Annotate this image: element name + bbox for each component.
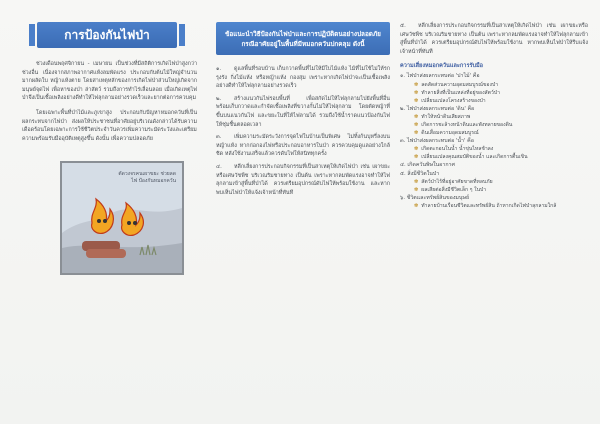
advice-item-5 <box>400 22 588 56</box>
impact-item: ๓. ไฟป่าส่งผลกระทบต่อ 'น้ำ' คือ <box>400 137 474 144</box>
advice-item-text: หลีกเลี่ยงการประกอบกิจกรรมที่เป็นสาเหตุให้เกิดไฟป่า เช่น เผาขยะหรือเศษวัชพืช บริเวณริมชายทาง เป็นต้น เพราะหากลมพัดแรงอาจทำให้ไฟลุกลามเข้าสู่พื้นที่ป่าได้ ควรเตรียมอุปกรณ์ดับไฟให้พร้อมใช้งาน และหากพบเห็นไฟป่าให้แจ้งเจ้าหน้าที่ทันที <box>216 163 390 196</box>
advice-item-number: ๔. <box>216 163 222 170</box>
bullet-icon: ✽ <box>414 203 419 210</box>
impact-item: ๔. เกิดควันพิษในอากาศ <box>400 162 455 169</box>
impact-subitem <box>414 81 588 89</box>
impact-item: ๒. ไฟป่าส่งผลกระทบต่อ 'ดิน' คือ <box>400 105 475 112</box>
advice-header-box: ข้อแนะนำวิธีป้องกันไฟป่าและการปฏิบัติตนอย่างปลอดภัย กรณีอาศัยอยู่ในพื้นที่มีหมอกควันปกคลุม ดังนี้ <box>216 22 390 55</box>
forest-fire-illustration <box>60 161 184 275</box>
impact-subitem-text: ทำลายสิ่งที่เป็นแหล่งที่อยู่ของสัตว์ป่า <box>421 89 500 96</box>
advice-item-1 <box>216 65 390 91</box>
illustration-caption: ตัดวงจรคนเผาขยะ ช่วยลดไฟ ป้องกันหมอกควัน <box>118 171 176 185</box>
advice-item-2 <box>216 95 390 129</box>
impact-subitem-text: ผลเสียต่อสิ่งมีชีวิตเล็ก ๆ ในป่า <box>421 186 487 193</box>
impact-item: ๖. ชีวิตและทรัพย์สินของมนุษย์ <box>400 194 470 201</box>
impact-subitem <box>414 178 588 186</box>
impact-item: ๕. สิ่งมีชีวิตในป่า <box>400 170 440 177</box>
column-middle <box>216 22 390 201</box>
bullet-icon: ✽ <box>414 121 419 128</box>
impact-subitem-text: เปลี่ยนแปลงคุณสมบัติของน้ำ และเกิดการตื้นเขิน <box>421 154 528 161</box>
impact-subitem-text: เกิดการชะล้างหน้าดินและพังทลายของดิน <box>421 121 513 128</box>
impact-subitem <box>414 202 588 210</box>
advice-item-number: ๒. <box>216 95 222 102</box>
impact-subitem-text: ลดสัดส่วนความอุดมสมบูรณ์ของป่า <box>421 81 499 88</box>
impact-subitem <box>414 113 588 121</box>
impact-subitem-text: เปลี่ยนแปลงโครงสร้างของป่า <box>421 97 486 104</box>
advice-item-3 <box>216 133 390 159</box>
bullet-icon: ✽ <box>414 89 419 96</box>
advice-item-number: ๑. <box>216 66 222 72</box>
impact-subitem <box>414 186 588 194</box>
advice-item-text: ดูแลพื้นที่รอบบ้าน เก็บกวาดพื้นที่ไม่ให้มีใบไม้แห้ง ไม้ที่ไม่ใช้ไม่ให้รกรุงรัง กิ่งไม้แห้ง หรือหญ้าแห้ง กองสุม เพราะหากเกิดไฟป่าจะเป็นเชื้อเพลิงอย่างดีทำให้ไฟลุกลามอย่างรวดเร็ว <box>216 66 390 90</box>
page-title: การป้องกันไฟป่า <box>37 22 177 48</box>
bullet-icon: ✽ <box>414 186 419 193</box>
column-right <box>400 22 588 210</box>
impact-list <box>400 72 588 210</box>
impact-subitem-text: ทำให้หน้าดินเสียสภาพ <box>421 113 471 120</box>
advice-item-text: เพิ่มความระมัดระวังการจุดไฟในบ้านเป็นพิเศษ ไม่ทิ้งก้นบุหรี่ลงบนหญ้าแห้ง หากก่อกองไฟหรือประกอบอาหารในป่า ควรควบคุมดูแลอย่างใกล้ชิด หลังใช้งานเสร็จแล้วควรดับไฟให้สนิททุกครั้ง <box>216 134 390 158</box>
bullet-icon: ✽ <box>414 113 419 120</box>
impact-subitem <box>414 153 588 161</box>
impact-subitem <box>414 89 588 97</box>
impact-subitem <box>414 121 588 129</box>
advice-item-4 <box>216 163 390 197</box>
impact-subitem <box>414 129 588 137</box>
bullet-icon: ✽ <box>414 97 419 104</box>
impact-item: ๑. ไฟป่าส่งผลกระทบต่อ 'ปาไม้' คือ <box>400 73 480 80</box>
bullet-icon: ✽ <box>414 81 419 88</box>
intro-paragraph-2: โดยเฉพาะพื้นที่ป่าไม้และภูเขาสูง ประกอบกับปัญหาหมอกควันที่เป็นผลกระทบจากไฟป่า ส่งผลให้ประชาชนที่อาศัยอยู่บริเวณดังกล่าวได้รับความเดือดร้อนโดยเฉพาะการใช้ชีวิตประจำวันควรเพิ่มความระมัดระวังและเตรียมความพร้อมรับมืออุบัติเหตุสูงขึ้น ดังนั้น เพื่อความปลอดภัย <box>22 109 197 142</box>
impact-subitem <box>414 145 588 153</box>
advice-item-number: ๕. <box>400 23 406 29</box>
bullet-icon: ✽ <box>414 129 419 136</box>
bullet-icon: ✽ <box>414 146 419 153</box>
bullet-icon: ✽ <box>414 178 419 185</box>
impact-subitem-text: ทำลายบ้านเรือนชีวิตและทรัพย์สิน ถ้าหากเกิดไฟป่าลุกลามใกล้ <box>421 203 557 210</box>
column-left <box>22 22 197 275</box>
intro-paragraph-1: ช่วงเดือนพฤศจิกายน - เมษายน เป็นช่วงที่มีสถิติการเกิดไฟป่าสูงกว่าช่วงอื่น เนื่องจากสภาพอากาศแห้งลมพัดแรง ประกอบกับต้นไม้ใหญ่จำนวนมากผลัดใบ หญ้าแห้งตาย โดยสาเหตุหลักของการเกิดไฟป่าส่วนใหญ่เกิดจากมนุษย์จุดไฟ เพื่อหาของป่า ล่าสัตว์ รวมถึงการทำไร่เลื่อนลอย เมื่อเกิดเหตุไฟป่าจึงเป็นเชื้อเพลิงอย่างดีทำให้ไฟลุกลามอย่างรวดเร็วและยากต่อการควบคุม <box>22 61 197 102</box>
impact-subitem-text: ดินเสื่อมความอุดมสมบูรณ์ <box>421 129 479 136</box>
advice-item-number: ๓. <box>216 134 222 141</box>
advice-item-text: หลีกเลี่ยงการประกอบกิจกรรมที่เป็นสาเหตุให้เกิดไฟป่า เช่น เผาขยะหรือเศษวัชพืช บริเวณริมชายทาง เป็นต้น เพราะหากลมพัดแรงอาจทำให้ไฟลุกลามเข้าสู่พื้นที่ป่าได้ ควรเตรียมอุปกรณ์ดับไฟให้พร้อมใช้งาน หากพบเห็นไฟป่าให้รีบแจ้งเจ้าหน้าที่ทันที <box>400 23 588 55</box>
impact-subitem-text: สัตว์ป่าไร้ที่อยู่อาศัยขาดที่หลบภัย <box>421 178 493 185</box>
impact-section-heading: ความเสี่ยงหมอกควันและการรับมือ <box>400 63 484 70</box>
impact-subitem <box>414 97 588 105</box>
bullet-icon: ✽ <box>414 154 419 161</box>
advice-item-text: สร้างแนวกันไฟรอบพื้นที่ เพื่อสกัดไม่ให้ไฟลุกลามไปยังพื้นที่อื่น พร้อมเก็บกวาดและกำจัดเชื้อเพลิงที่ขวางกั้นไม่ให้ไฟลุกลาม โดยตัดหญ้าที่ขึ้นบนแนวกันไฟ และขยะในที่ให้ไฟลามได้ รวมถึงใช้น้ำราดแนวป้องกันไฟให้ชุ่มชื้นตลอดเวลา <box>216 95 390 128</box>
impact-subitem-text: เกิดตะกอนในน้ำ น้ำขุ่นไหลช้าลง <box>421 146 494 153</box>
